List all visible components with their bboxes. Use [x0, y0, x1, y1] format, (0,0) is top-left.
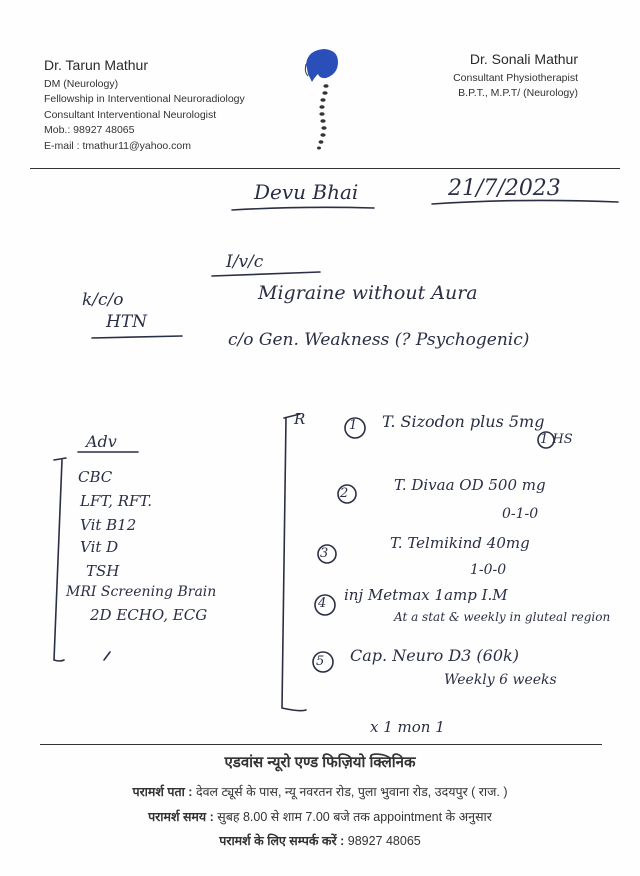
investigation-item: TSH: [86, 562, 120, 580]
right-doctor-degree: B.P.T., M.P.T/ (Neurology): [458, 87, 578, 99]
rx-dose: At a stat & weekly in gluteal region: [394, 610, 611, 624]
left-doctor-degree: DM (Neurology): [44, 77, 119, 90]
investigation-item: MRI Screening Brain: [66, 584, 217, 600]
right-doctor-title: Consultant Physiotherapist: [453, 71, 578, 84]
patient-name: Devu Bhai: [254, 180, 359, 204]
clinic-contact: [0, 832, 640, 849]
rx-number: 2: [340, 486, 349, 501]
left-doctor-title: Consultant Interventional Neurologist: [44, 108, 217, 121]
clinic-address: [0, 783, 640, 800]
contact-number: 98927 48065: [347, 834, 421, 848]
contact-label: परामर्श के लिए सम्पर्क करें :: [219, 834, 345, 848]
left-doctor-fellowship: Fellowship in Interventional Neuroradiology: [44, 93, 245, 105]
rx-dose: 1-0-0: [470, 562, 507, 578]
history-htn: HTN: [106, 312, 148, 332]
impression-label: I/v/c: [226, 252, 264, 272]
rx-number: 1: [349, 418, 358, 433]
rx-dose: Weekly 6 weeks: [444, 672, 557, 688]
rx-dose: 1 HS: [540, 432, 573, 447]
investigations-title: Adv: [86, 432, 117, 451]
investigation-item: 2D ECHO, ECG: [90, 606, 208, 624]
clinic-name: एडवांस न्यूरो एण्ड फिज़ियो क्लिनिक: [224, 754, 416, 771]
investigation-item: CBC: [78, 468, 113, 486]
investigation-item: Vit B12: [80, 516, 137, 534]
rx-symbol: R: [294, 410, 306, 428]
spine-logo-icon: [300, 44, 344, 156]
complaint: c/o Gen. Weakness (? Psychogenic): [228, 330, 530, 350]
address-label: परामर्श पता :: [132, 785, 193, 799]
rx-dose: 0-1-0: [502, 506, 539, 522]
rx-drug: T. Divaa OD 500 mg: [394, 476, 546, 494]
prescription-date: 21/7/2023: [448, 176, 561, 201]
time-label: परामर्श समय :: [148, 810, 214, 824]
rx-drug: T. Sizodon plus 5mg: [382, 412, 545, 431]
followup-note: x 1 mon 1: [370, 718, 445, 736]
right-doctor-info: [453, 52, 578, 102]
right-doctor-name: Dr. Sonali Mathur: [469, 51, 578, 67]
rx-number: 3: [320, 546, 329, 561]
header-divider: [30, 168, 620, 169]
rx-number: 5: [316, 654, 325, 669]
diagnosis: Migraine without Aura: [258, 282, 478, 304]
clinic-timing: [0, 808, 640, 825]
footer-divider: [40, 744, 602, 745]
rx-drug: inj Metmax 1amp I.M: [344, 586, 508, 604]
history-label: k/c/o: [82, 290, 124, 310]
left-doctor-info: [44, 58, 245, 154]
address-text: देवल ट्यूर्स के पास, न्यू नवरतन रोड, पुला भुवाना रोड, उदयपुर ( राज. ): [195, 785, 508, 799]
left-doctor-mobile: Mob.: 98927 48065: [44, 124, 135, 136]
rx-drug: T. Telmikind 40mg: [390, 534, 530, 552]
investigation-item: LFT, RFT.: [80, 492, 152, 510]
rx-number: 4: [318, 596, 327, 611]
left-doctor-name: Dr. Tarun Mathur: [44, 57, 149, 73]
rx-drug: Cap. Neuro D3 (60k): [350, 646, 519, 665]
left-doctor-email: E-mail : tmathur11@yahoo.com: [44, 139, 192, 152]
time-text: सुबह 8.00 से शाम 7.00 बजे तक appointment के अनुसार: [217, 810, 492, 824]
investigation-item: Vit D: [80, 538, 119, 556]
